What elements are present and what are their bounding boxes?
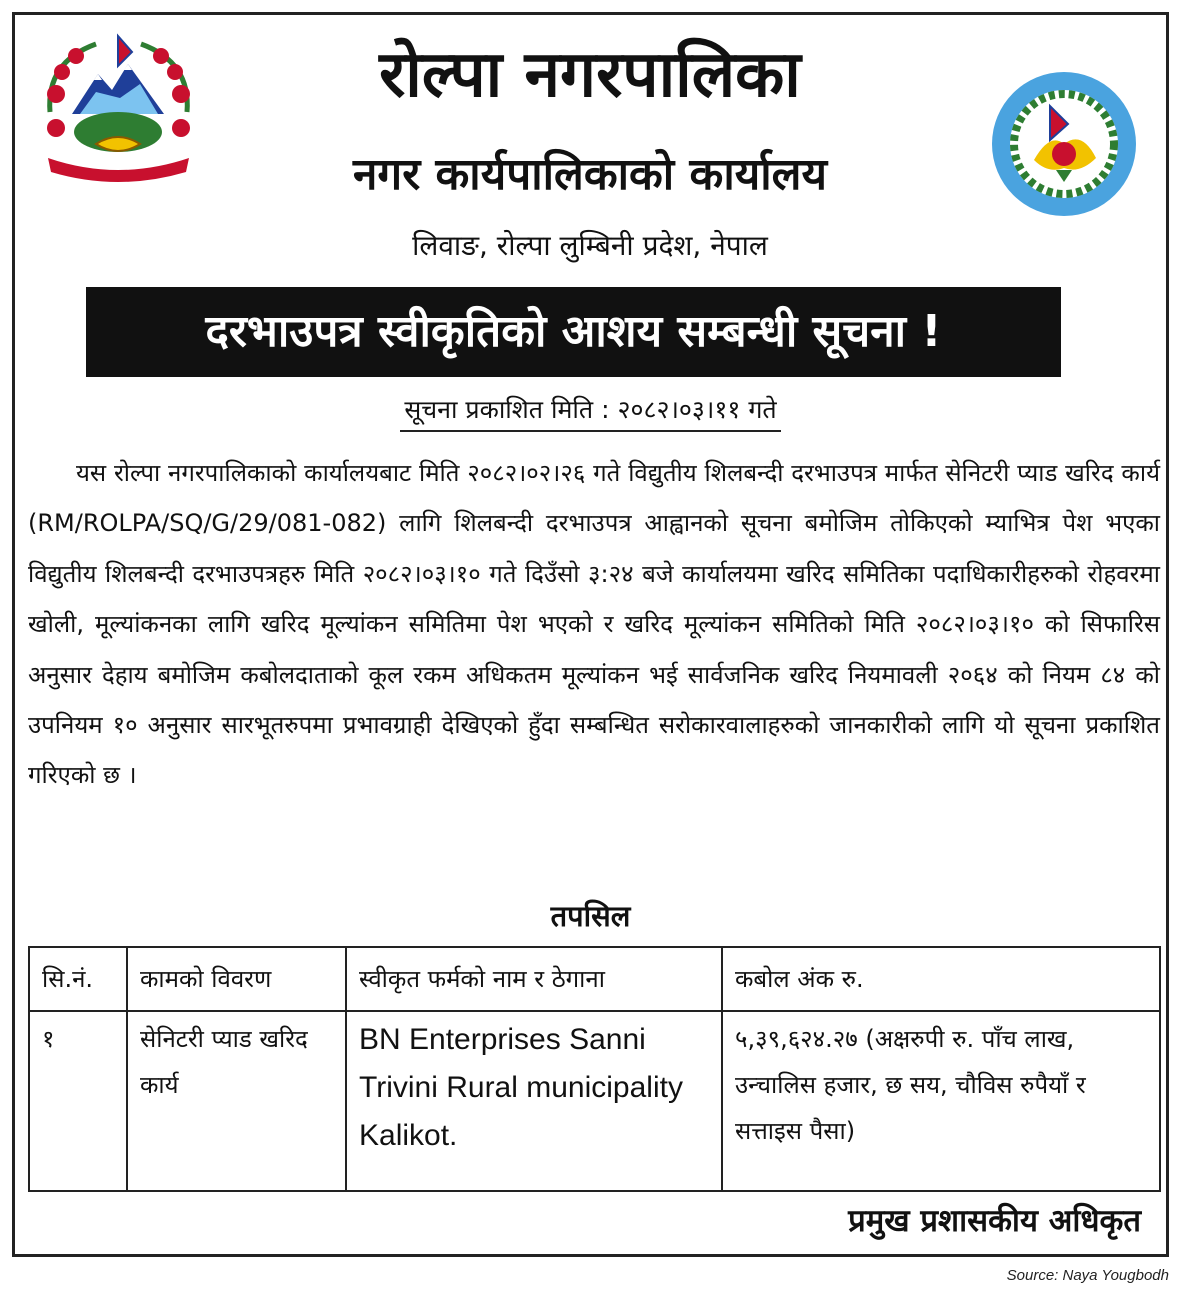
source-credit: Source: Naya Yougbodh [1006,1267,1169,1284]
cell-serial-number: १ [29,1011,127,1191]
table-row [29,1011,1160,1191]
nepal-government-emblem-icon [36,32,201,192]
rolpa-municipality-logo-icon [990,70,1138,218]
table-heading: तपसिल [550,899,631,933]
notice-body [28,448,1160,801]
publication-date: सूचना प्रकाशित मिति : २०८२।०३।११ गते [400,390,780,432]
details-table [28,946,1161,1192]
header-bid-amount: कबोल अंक रु. [722,947,1160,1011]
table-header-row [29,947,1160,1011]
office-address: लिवाङ, रोल्पा लुम्बिनी प्रदेश, नेपाल [412,229,768,262]
municipality-title: रोल्पा नगरपालिका [379,38,801,112]
signatory-title: प्रमुख प्रशासकीय अधिकृत [848,1203,1141,1239]
cell-firm-name-address: BN Enterprises Sanni Trivini Rural municipality Kalikot. [346,1011,722,1191]
cell-bid-amount: ५,३९,६२४.२७ (अक्षरुपी रु. पाँच लाख, उन्चालिस हजार, छ सय, चौविस रुपैयाँ र सत्ताइस पैसा) [722,1011,1160,1191]
office-subtitle: नगर कार्यपालिकाको कार्यालय [353,149,827,200]
notice-paragraph: यस रोल्पा नगरपालिकाको कार्यालयबाट मिति २०८२।०२।२६ गते विद्युतीय शिलबन्दी दरभाउपत्र मार्फत सेनिटरी प्याड खरिद कार्य (RM/ROLPA/SQ/G/29/081-082) लागि शिलबन्दी दरभाउपत्र आह्वानको सूचना बमोजिम तोकिएको म्याभित्र पेश भएका विद्युतीय शिलबन्दी दरभाउपत्रहरु मिति २०८२।०३।१० गते दिउँसो ३:२४ बजे कार्यालयमा खरिद समितिका पदाधिकारीहरुको रोहवरमा खोली, मूल्यांकनका लागि खरिद मूल्यांकन समितिमा पेश भएको र खरिद मूल्यांकन समितिको मिति २०८२।०३।१० को सिफारिस अनुसार देहाय बमोजिम कबोलदाताको कूल रकम अधिकतम मूल्यांकन भई सार्वजनिक खरिद नियमावली २०६४ को नियम ८४ को उपनियम १० अनुसार सारभूतरुपमा प्रभावग्राही देखिएको हुँदा सम्बन्धित सरोकारवालाहरुको जानकारीको लागि यो सूचना प्रकाशित गरिएको छ । [28,459,1161,790]
header-approved-firm: स्वीकृत फर्मको नाम र ठेगाना [346,947,722,1011]
header-work-description: कामको विवरण [127,947,346,1011]
header-serial-number: सि.नं. [29,947,127,1011]
notice-title-banner: दरभाउपत्र स्वीकृतिको आशय सम्बन्धी सूचना ! [86,287,1061,377]
cell-work-description: सेनिटरी प्याड खरिद कार्य [127,1011,346,1191]
